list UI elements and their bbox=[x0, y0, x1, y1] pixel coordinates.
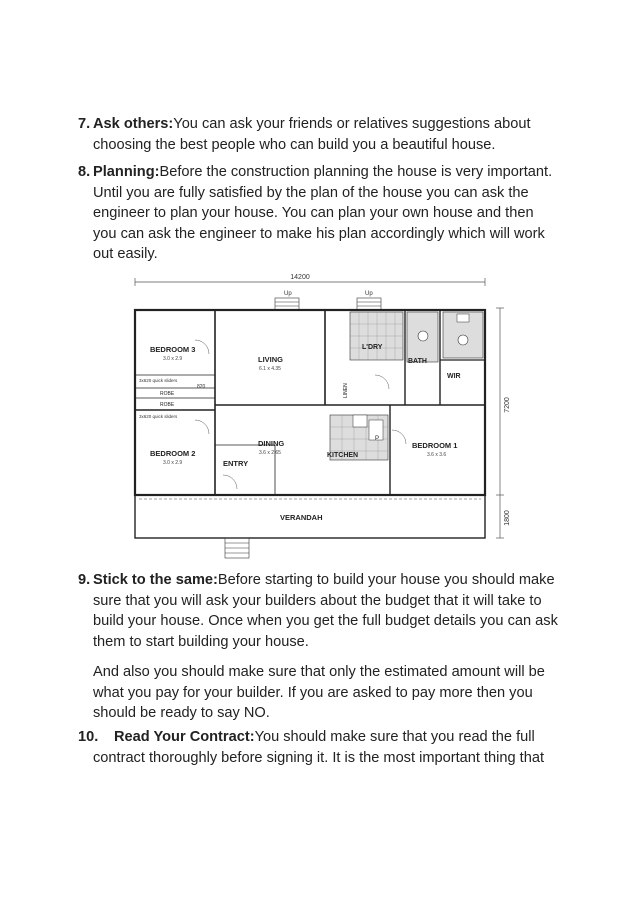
list-item-8 bbox=[78, 162, 578, 265]
robe-sliders-1: 3x620 quick sliders bbox=[139, 378, 178, 383]
list-item-7 bbox=[78, 114, 578, 155]
robe-sliders-2: 3x620 quick sliders bbox=[139, 414, 178, 419]
item-number: 9. bbox=[78, 572, 91, 588]
dim-depth-label: 7200 bbox=[504, 397, 511, 413]
pantry-label: P bbox=[375, 436, 380, 442]
item-heading: Stick to the same: bbox=[93, 572, 218, 588]
item-text-line: engineer to plan your house. You can plan your own house and then bbox=[93, 205, 534, 221]
room-bedroom2-size: 3.0 x 2.9 bbox=[163, 460, 183, 466]
item-heading: Planning: bbox=[93, 164, 160, 180]
item-text-line: them to start building your house. bbox=[93, 633, 309, 650]
item-text-line: Before starting to build your house you should make bbox=[217, 572, 555, 588]
item-number: 10. bbox=[78, 729, 99, 745]
item-text-line: Before the construction planning the house is very important. bbox=[159, 164, 553, 180]
room-bedroom3-size: 3.0 x 2.9 bbox=[163, 356, 183, 362]
item-text-line: should be ready to say NO. bbox=[93, 705, 270, 721]
room-robe-2: ROBE bbox=[160, 402, 175, 408]
item-text-line: And also you should make sure that only the estimated amount will be bbox=[93, 664, 545, 680]
up-label-2: Up bbox=[365, 291, 373, 297]
room-dining-size: 3.6 x 2.65 bbox=[259, 450, 281, 456]
room-kitchen: KITCHEN bbox=[327, 452, 359, 459]
item-text-line: sure that you will ask your builders about the budget that it will take to bbox=[93, 592, 542, 609]
room-bedroom1-size: 3.6 x 3.6 bbox=[427, 452, 447, 458]
item-number: 8. bbox=[78, 164, 91, 180]
room-robe-1: ROBE bbox=[160, 391, 175, 397]
item-text-line: Until you are fully satisfied by the plan of the house you can ask the bbox=[93, 184, 529, 201]
dim-verandah-label: 1800 bbox=[504, 510, 511, 526]
item-text-line: You can ask your friends or relatives suggestions about bbox=[173, 116, 531, 132]
item-text-line: you can ask the engineer to make his plan accordingly which will work bbox=[93, 225, 545, 242]
floor-plan-image bbox=[125, 270, 515, 560]
item-text-line: out easily. bbox=[93, 246, 158, 262]
up-label-1: Up bbox=[284, 291, 292, 297]
room-wir: WIR bbox=[447, 373, 461, 380]
room-laundry: L'DRY bbox=[362, 344, 383, 351]
room-bath: BATH bbox=[408, 358, 427, 365]
item-text-line: what you pay for your builder. If you are asked to pay more then you bbox=[93, 684, 533, 701]
room-living-size: 6.1 x 4.35 bbox=[259, 366, 281, 372]
room-linen: LINEN bbox=[343, 383, 349, 398]
item-text-line: choosing the best people who can build you a beautiful house. bbox=[93, 136, 496, 153]
item-text-line: contract thoroughly before signing it. It is the most important thing that bbox=[93, 749, 545, 766]
item-heading: Ask others: bbox=[93, 116, 174, 132]
room-bedroom1: BEDROOM 1 bbox=[412, 441, 458, 450]
room-living: LIVING bbox=[258, 355, 284, 364]
list-item-10 bbox=[78, 727, 578, 768]
room-dining: DINING bbox=[258, 439, 285, 448]
dim-width-label: 14200 bbox=[290, 274, 310, 281]
item-heading: Read Your Contract: bbox=[114, 729, 255, 745]
item-text-line: build your house. Once when you get the full budget details you can ask bbox=[93, 613, 558, 629]
room-verandah: VERANDAH bbox=[280, 513, 323, 522]
item-text-line: You should make sure that you read the full bbox=[254, 729, 535, 745]
list-item-9 bbox=[78, 570, 578, 724]
door-size-label: 820 bbox=[197, 384, 206, 390]
room-bedroom3: BEDROOM 3 bbox=[150, 345, 196, 354]
room-bedroom2: BEDROOM 2 bbox=[150, 449, 196, 458]
room-entry: ENTRY bbox=[223, 459, 249, 468]
item-number: 7. bbox=[78, 116, 91, 132]
